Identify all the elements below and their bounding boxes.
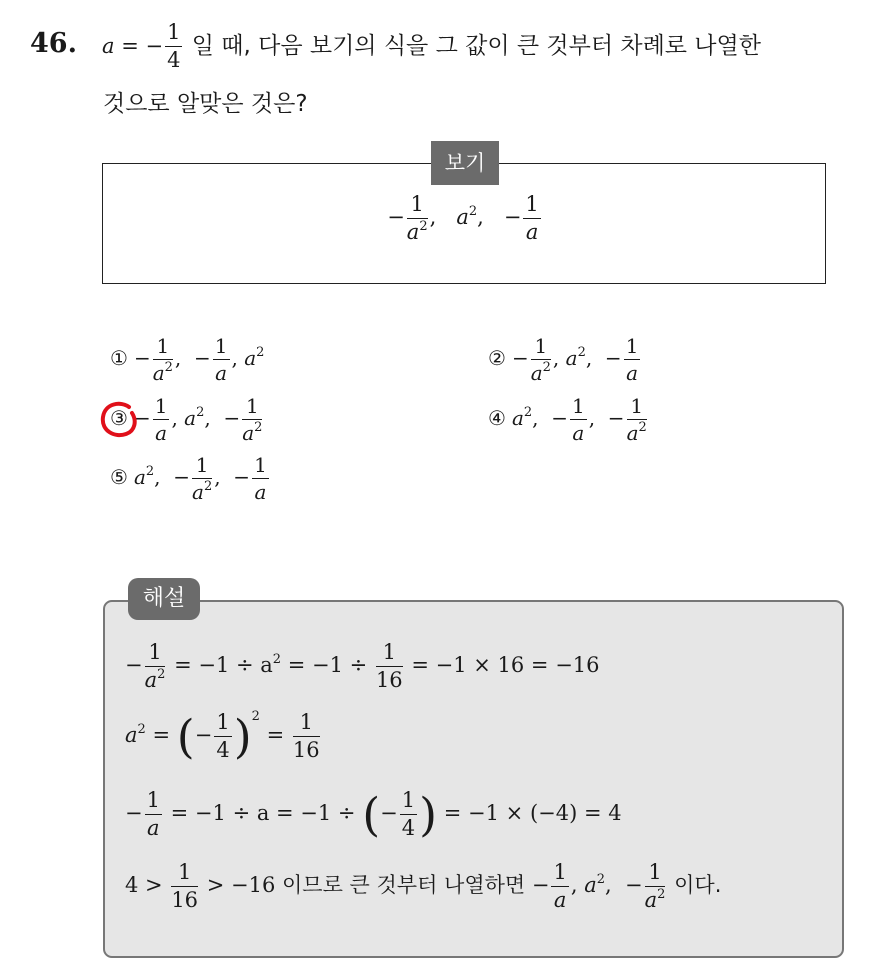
- choice-3-mark: ③: [110, 406, 128, 430]
- choice-1-mark: ①: [110, 346, 128, 370]
- choice-1[interactable]: ① − $\frac{1}{a^2}$ , − $\frac{1}{a}$ , $a^2$: [110, 334, 265, 385]
- answer-mark-circle: [99, 401, 141, 439]
- question-line-2: 것으로 알맞은 것은?: [103, 91, 308, 117]
- question-number: 46.: [30, 28, 77, 59]
- question-text: 일 때, 다음 보기의 식을 그 값이 큰 것부터 차례로 나열한: [184, 33, 761, 59]
- explanation-line-4: 4 > $\frac{1}{16}$ > −16 이므로 큰 것부터 나열하면 − $\frac{1}{a}$ , $a^2$, − $\frac{1}{a^2}$ 이다.: [125, 860, 722, 912]
- question-line-1: [102, 22, 761, 71]
- choice-2-mark: ②: [488, 346, 506, 370]
- choice-2[interactable]: ② − $\frac{1}{a^2}$ , $a^2$, − $\frac{1}{a}$: [488, 334, 639, 385]
- bogi-expressions: − $\frac{1}{a^2}$ , $a^2$, − $\frac{1}{a}$: [387, 192, 539, 244]
- explanation-line-2: $a^2$ = (− $\frac{1}{4}$ )$^2$ = $\frac{1}{16}$: [125, 709, 320, 764]
- explanation-label: 해설: [128, 578, 200, 620]
- choice-4[interactable]: ④ $a^2$, − $\frac{1}{a}$ , − $\frac{1}{a^2}$: [488, 394, 647, 445]
- choice-5[interactable]: ⑤ $a^2$, − $\frac{1}{a^2}$ , − $\frac{1}{a}$: [110, 453, 267, 504]
- choice-5-mark: ⑤: [110, 465, 128, 489]
- a-value-fraction: $\frac{1}{4}$: [167, 20, 181, 72]
- explanation-line-1: − $\frac{1}{a^2}$ = $-1 \div a^2 = -1$ ÷ $\frac{1}{16}$ = −1 × 16 = −16: [125, 640, 600, 692]
- explanation-line-3: − $\frac{1}{a}$ = −1 ÷ a = −1 ÷ (− $\frac{1}{4}$ ) = −1 × (−4) = 4: [125, 787, 622, 842]
- a-equals: a = −: [102, 34, 164, 58]
- choice-3[interactable]: ③ − $\frac{1}{a}$ , $a^2$, − $\frac{1}{a^2}$: [110, 394, 263, 445]
- bogi-label: 보기: [431, 141, 499, 185]
- choice-4-mark: ④: [488, 406, 506, 430]
